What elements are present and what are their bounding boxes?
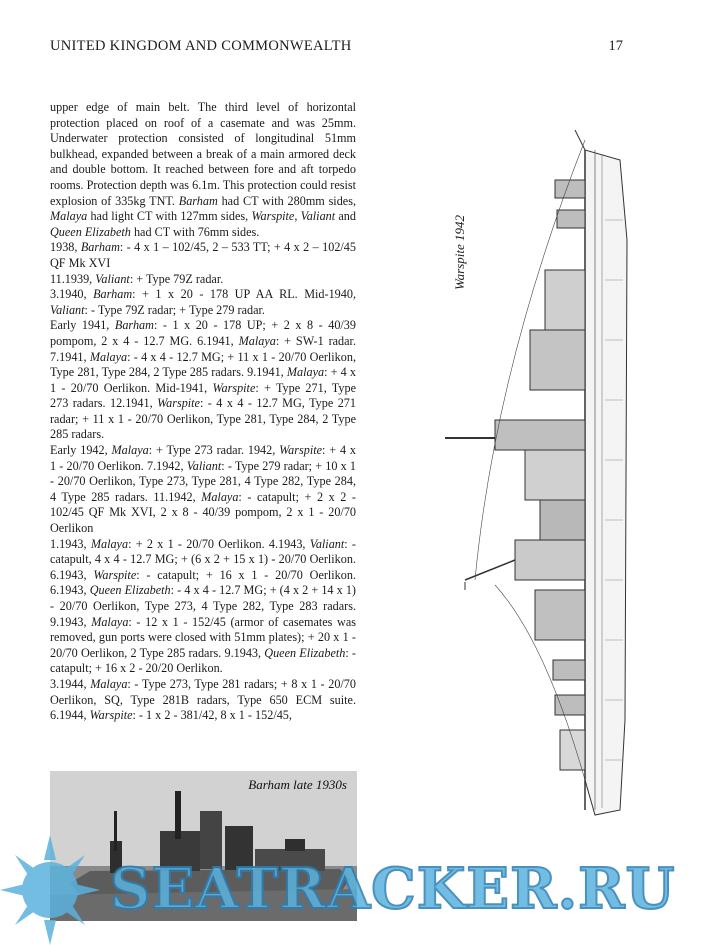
text-run: : - catapult, 4 x 4 - 12.7 MG; + (6 x 2 + 15 x 1) - 20/70 Oerlikon. 6.1943, (50, 536, 356, 582)
text-run: : - 4 x 4 - 12.7 MG; + (4 x 2 + 14 x 1) - 20/70 Oerlikon, Type 273, 4 Type 282, Type 283 radars. 9.1943, (50, 583, 356, 629)
body-text-column (50, 100, 356, 724)
text-run: 11.1939, (50, 271, 96, 286)
text-run: : - 12 x 1 - 152/45 (armor of casemates was removed, gun ports were closed with 51mm plates); + 20 x 1 - 20/70 Oerlikon, 2 Type 285 radars. 9.1943, (50, 614, 356, 660)
ship-name: Warspite, Valiant (251, 209, 336, 224)
ship-name: Barham (80, 240, 120, 255)
text-run: : - Type 273, Type 281 radars; + 8 x 1 - 20/70 Oerlikon, SQ, Type 281B radars, Type 650 ECM suite. 6.1944, (50, 676, 356, 723)
text-run: had CT with 280mm sides, (217, 193, 356, 208)
text-run: : + Type 79Z radar. (129, 271, 224, 286)
text-run: : - 4 x 1 – 102/45, 2 – 533 TT; + 4 x 2 – 102/45 QF Mk XVI (50, 240, 356, 270)
text-run: 1.1943, (50, 536, 91, 551)
text-run: had light CT with 127mm sides, (87, 209, 252, 224)
ship-name: Malaya (89, 349, 128, 364)
ship-name: Queen Elizabeth (89, 583, 171, 598)
running-header-title: UNITED KINGDOM AND COMMONWEALTH (50, 38, 352, 54)
ship-name: Valiant (186, 458, 222, 473)
text-run: and (335, 209, 356, 224)
paragraph (50, 537, 356, 677)
text-run: : - Type 279 radar; + 10 x 1 - 20/70 Oerlikon, Type 273, Type 281, 4 Type 282, Type 284, 4 Type 285 radars. 11.1942, (50, 458, 356, 504)
ship-name: Queen Elizabeth (50, 224, 131, 239)
text-run: : - catapult; + 2 x 2 - 102/45 QF Mk XVI, 2 x 8 - 40/39 pompom, 2 x 1 - 20/70 Oerlikon (50, 489, 356, 536)
ship-name: Queen Elizabeth (264, 645, 346, 660)
paragraph (50, 240, 356, 271)
text-run: : - catapult; + 16 x 1 - 20/70 Oerlikon. 6.1943, (50, 567, 357, 598)
text-run: : - 4 x 4 - 12.7 MG, Type 271 radar; + 11 x 1 - 20/70 Oerlikon, Type 281, Type 284, 2 Type 285 radars. (50, 396, 356, 442)
ship-name: Malaya (50, 209, 88, 224)
ship-name: Barham (178, 193, 218, 208)
text-run: upper edge of main belt. The third level of horizontal protection placed on roof of a casemate and was 25mm. Underwater protection consisted of longitudinal 51mm bulkhead, expanded between a break of a main armored deck and double bottom. It reached between fore and aft torpedo rooms. Protection depth was 6.1m. This protection could resist explosion of 335kg TNT. (50, 100, 356, 208)
text-run: : - 1 x 2 - 381/42, 8 x 1 - 152/45, (132, 708, 292, 723)
text-run: 1938, (50, 240, 81, 255)
text-run: had CT with 76mm sides. (130, 224, 260, 239)
text-run: : + Type 271, Type 273 radars. 12.1941, (50, 380, 356, 411)
paragraph (50, 443, 356, 537)
text-run: : - Type 79Z radar; + Type 279 radar. (84, 302, 265, 317)
ship-name: Malaya (286, 365, 325, 380)
ship-name: Valiant (95, 271, 130, 286)
ship-name: Barham (114, 318, 154, 333)
warspite-profile-drawing (435, 120, 640, 820)
text-run: : + 2 x 1 - 20/70 Oerlikon. 4.1943, (128, 536, 310, 551)
paragraph (50, 272, 356, 288)
text-run: 3.1940, (50, 287, 94, 302)
photo-caption: Barham late 1930s (248, 777, 347, 792)
ship-name: Malaya (238, 333, 276, 348)
text-run: : - 4 x 4 - 12.7 MG; + 11 x 1 - 20/70 Oerlikon, Type 281, Type 284, 2 Type 285 radars. 9.1941, (50, 349, 357, 380)
text-run: : + 4 x 1 - 20/70 Oerlikon. 7.1942, (50, 443, 356, 473)
ship-name: Malaya (90, 536, 129, 551)
ship-name: Warspite (89, 708, 133, 723)
page-header (50, 38, 623, 58)
ship-name: Warspite (212, 380, 256, 395)
text-run: : + 1 x 20 - 178 UP AA RL. Mid-1940, (132, 287, 357, 302)
text-run: : - catapult; + 16 x 2 - 20/20 Oerlikon. (50, 645, 356, 676)
paragraph (50, 677, 356, 724)
watermark-text: SEATRACKER.RU (110, 856, 676, 922)
text-run: 3.1944, (50, 676, 91, 691)
ship-name: Malaya (201, 489, 239, 504)
paragraph (50, 100, 356, 240)
page-number: 17 (608, 38, 623, 54)
text-run: Early 1941, (50, 318, 115, 333)
ship-name: Warspite (157, 396, 200, 411)
ship-name: Valiant (309, 536, 345, 551)
ship-name: Barham (93, 287, 133, 302)
text-run: Early 1942, (50, 443, 112, 458)
ship-name: Malaya (91, 614, 129, 629)
text-run: : + 4 x 1 - 20/70 Oerlikon. Mid-1941, (50, 365, 356, 395)
ship-name: Warspite (279, 443, 323, 458)
paragraph (50, 287, 356, 318)
text-run: : + SW-1 radar. 7.1941, (50, 333, 356, 364)
text-run: : - 1 x 20 - 178 UP; + 2 x 8 - 40/39 pompom, 2 x 4 - 12.7 MG. 6.1941, (50, 318, 356, 348)
ship-name: Malaya (111, 443, 149, 458)
paragraph (50, 318, 356, 443)
ship-name: Malaya (90, 676, 128, 691)
ship-name: Warspite (93, 567, 137, 582)
text-run: : + Type 273 radar. 1942, (148, 443, 280, 458)
ship-name: Valiant (50, 302, 85, 317)
profile-caption: Warspite 1942 (452, 215, 467, 290)
